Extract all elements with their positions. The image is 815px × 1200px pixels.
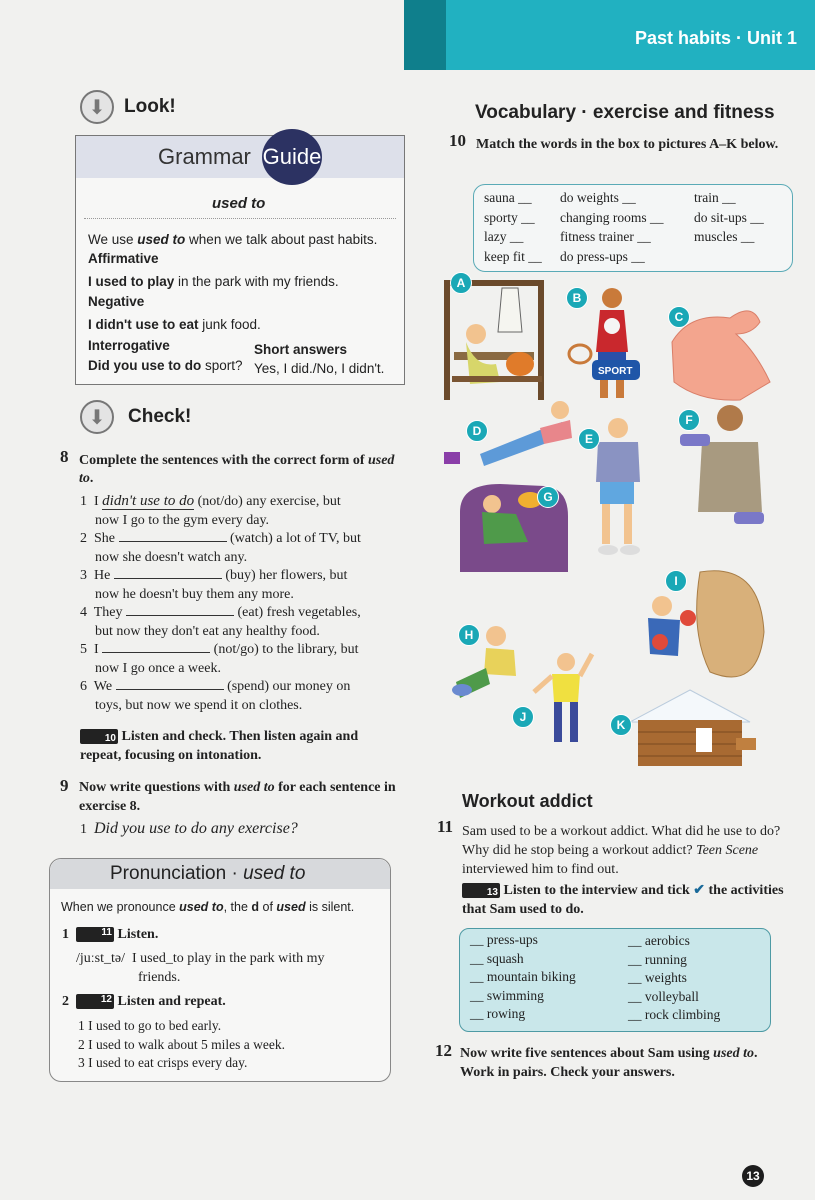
repeat-list — [78, 1017, 285, 1073]
grammar-subtitle: used to — [212, 195, 266, 212]
exercise-8-list — [80, 492, 400, 714]
word-item: keep fit __ — [484, 248, 542, 264]
answer-blank[interactable] — [119, 529, 227, 542]
word-item: train __ — [694, 190, 736, 205]
activities-column-1 — [470, 931, 576, 1024]
answer-blank[interactable] — [116, 677, 224, 690]
picture-e-fitness-trainer — [596, 418, 640, 555]
list-item: 2 She (watch) a lot of TV, but now she doesn't watch any. — [80, 531, 361, 565]
exercise-9-example: 1 Did you use to do any exercise? — [80, 820, 298, 837]
exercise-number: 9 — [60, 776, 69, 795]
exercise-11-listen: 13 Listen to the interview and tick ✔ the activities that Sam used to do. — [462, 883, 784, 917]
exercise-12-instruction: Now write five sentences about Sam using used to. Work in pairs. Check your answers. — [460, 1046, 758, 1080]
fitness-illustrations — [440, 272, 780, 772]
tick-icon: ✔ — [693, 883, 705, 898]
exercise-number: 10 — [449, 131, 466, 150]
look-title: Look! — [124, 96, 176, 117]
short-answers-label: Short answers — [254, 342, 348, 357]
grammar-guide-title: Grammar — [158, 144, 251, 169]
pronunciation-title: Pronunciation · used to — [110, 863, 306, 884]
exercise-number: 8 — [60, 447, 69, 466]
answer-blank[interactable] — [102, 640, 210, 653]
answer-blank[interactable] — [114, 566, 222, 579]
picture-label-j: J — [512, 706, 534, 728]
grammar-guide-accent: Guide — [262, 129, 322, 185]
word-column-3 — [694, 188, 764, 247]
audio-track-icon[interactable]: 12 — [76, 994, 114, 1009]
picture-label-c: C — [668, 306, 690, 328]
list-item: 5 I (not/go) to the library, but now I go once a week. — [80, 642, 359, 676]
list-item: 3 He (buy) her flowers, but now he doesn't buy them any more. — [80, 568, 348, 602]
phonetic-example: /juːst_tə/ I used_to play in the park with my friends. — [76, 951, 325, 985]
activity-item[interactable]: __ squash — [470, 950, 524, 966]
negative-label: Negative — [88, 294, 145, 309]
list-item: 4 They (eat) fresh vegetables, but now they don't eat any healthy food. — [80, 605, 361, 639]
exercise-11-text: Sam used to be a workout addict. What did he use to do? Why did he stop being a workout addict? Teen Scene interviewed him to find out. — [462, 824, 781, 877]
pronunciation-box — [49, 858, 391, 1082]
picture-a-changing-rooms — [444, 280, 544, 400]
answer-blank[interactable] — [126, 603, 234, 616]
exercise-number: 11 — [437, 817, 454, 836]
audio-track-icon[interactable]: 13 — [462, 883, 500, 898]
picture-d-press-ups — [444, 401, 572, 466]
arrow-down-icon: ⬇ — [80, 90, 114, 124]
affirmative-example: I used to play in the park with my friends. — [88, 274, 339, 289]
picture-label-b: B — [566, 287, 588, 309]
activity-item[interactable]: __ rock climbing — [628, 1007, 721, 1023]
picture-label-h: H — [458, 624, 480, 646]
grammar-guide-box — [75, 135, 405, 385]
activity-item[interactable]: __ press-ups — [470, 932, 538, 947]
activity-item[interactable]: __ mountain biking — [470, 969, 576, 985]
word-column-1 — [484, 188, 542, 266]
activity-item[interactable]: __ aerobics — [628, 933, 690, 948]
audio-track-icon[interactable]: 10 — [80, 729, 118, 744]
activity-item[interactable]: __ volleyball — [628, 988, 699, 1004]
word-item: sporty __ — [484, 209, 535, 225]
picture-i-train — [648, 571, 764, 677]
word-item: do weights __ — [560, 190, 636, 205]
activity-item[interactable]: __ swimming — [470, 987, 544, 1003]
unit-header-accent — [404, 0, 446, 70]
list-item: 1 I didn't use to do (not/do) any exercise, but now I go to the gym every day. — [80, 493, 341, 528]
word-item: muscles __ — [694, 229, 755, 244]
exercise-8-instruction: Complete the sentences with the correct form of used to. — [79, 453, 395, 486]
arrow-down-icon: ⬇ — [80, 400, 114, 434]
word-item: do sit-ups __ — [694, 209, 764, 225]
picture-label-g: G — [537, 486, 559, 508]
activities-column-2 — [628, 932, 720, 1025]
picture-label-d: D — [466, 420, 488, 442]
picture-label-a: A — [450, 272, 472, 294]
activity-item[interactable]: __ rowing — [470, 1006, 526, 1022]
activity-item[interactable]: __ weights — [628, 970, 687, 986]
word-column-2 — [560, 188, 664, 266]
picture-k-sauna — [630, 690, 756, 766]
listen-and-check: 10 Listen and check. Then listen again and repeat, focusing on intonation. — [80, 729, 359, 763]
bag-label: SPORT — [598, 366, 633, 377]
interrogative-example: Did you use to do sport? — [88, 358, 243, 373]
picture-label-k: K — [610, 714, 632, 736]
grammar-intro: We use used to when we talk about past habits. — [88, 232, 378, 247]
word-item: lazy __ — [484, 229, 524, 244]
word-item: do press-ups __ — [560, 248, 645, 264]
exercise-10-instruction: Match the words in the box to pictures A–K below. — [476, 137, 779, 152]
page-number: 13 — [742, 1165, 764, 1187]
activities-box — [459, 928, 771, 1032]
unit-title: Past habits · Unit 1 — [634, 28, 797, 48]
picture-label-f: F — [678, 409, 700, 431]
affirmative-label: Affirmative — [88, 251, 159, 266]
picture-label-e: E — [578, 428, 600, 450]
short-answers-example: Yes, I did./No, I didn't. — [254, 361, 385, 376]
interrogative-label: Interrogative — [88, 338, 170, 353]
divider — [84, 218, 396, 219]
word-box — [473, 184, 793, 272]
word-item: sauna __ — [484, 190, 532, 205]
word-item: changing rooms __ — [560, 209, 664, 225]
step-1: 1 11 Listen. — [62, 927, 159, 942]
list-item: 6 We (spend) our money on toys, but now we spend it on clothes. — [80, 679, 351, 713]
negative-example: I didn't use to eat junk food. — [88, 317, 261, 332]
pronunciation-intro: When we pronounce used to, the d of used is silent. — [61, 900, 355, 914]
workout-title: Workout addict — [462, 791, 593, 811]
picture-j-keep-fit — [534, 653, 592, 742]
list-item: 2 I used to walk about 5 miles a week. — [78, 1036, 285, 1052]
activity-item[interactable]: __ running — [628, 951, 687, 967]
audio-track-icon[interactable]: 11 — [76, 927, 114, 942]
list-item: 1 I used to go to bed early. — [78, 1018, 222, 1033]
vocabulary-title: Vocabulary · exercise and fitness — [475, 102, 775, 123]
word-item: fitness trainer __ — [560, 229, 651, 244]
exercise-number: 12 — [435, 1041, 452, 1060]
list-item: 3 I used to eat crisps every day. — [78, 1055, 248, 1070]
picture-label-i: I — [665, 570, 687, 592]
step-2: 2 12 Listen and repeat. — [62, 994, 226, 1009]
exercise-9-instruction: Now write questions with used to for each sentence in exercise 8. — [79, 780, 396, 814]
check-title: Check! — [128, 406, 192, 427]
